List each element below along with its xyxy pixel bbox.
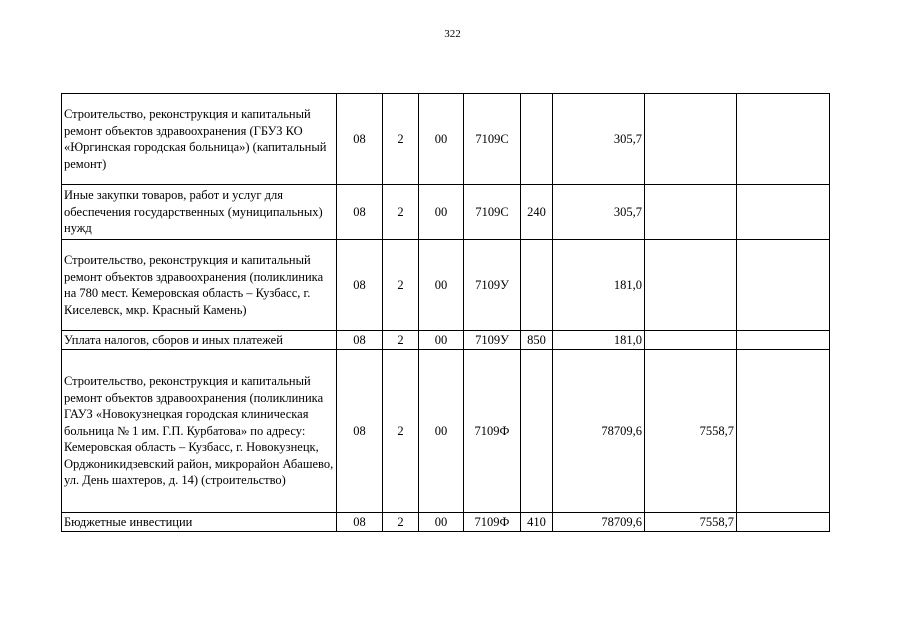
expense-type xyxy=(521,94,553,185)
amount-3 xyxy=(737,331,830,350)
budget-table xyxy=(61,93,830,532)
table-row xyxy=(62,94,830,185)
subsection-code: 2 xyxy=(383,331,419,350)
subsection-code: 2 xyxy=(383,513,419,532)
target-article-part1: 00 xyxy=(419,513,464,532)
row-name: Иные закупки товаров, работ и услуг для обеспечения государственных (муниципальных) нужд xyxy=(62,185,337,240)
amount-3 xyxy=(737,513,830,532)
table-row xyxy=(62,240,830,331)
table-row xyxy=(62,350,830,513)
target-article-part2: 7109С xyxy=(464,185,521,240)
row-name: Строительство, реконструкция и капитальный ремонт объектов здравоохранения (поликлиника на 780 мест. Кемеровская область – Кузбасс, г. Киселевск, мкр. Красный Камень) xyxy=(62,240,337,331)
row-name: Строительство, реконструкция и капитальный ремонт объектов здравоохранения (ГБУЗ КО «Юргинская городская больница») (капитальный ремонт) xyxy=(62,94,337,185)
table-row xyxy=(62,331,830,350)
row-name: Бюджетные инвестиции xyxy=(62,513,337,532)
amount-3 xyxy=(737,350,830,513)
amount-1: 181,0 xyxy=(553,331,645,350)
section-code: 08 xyxy=(337,350,383,513)
target-article-part2: 7109С xyxy=(464,94,521,185)
target-article-part1: 00 xyxy=(419,94,464,185)
table-row xyxy=(62,185,830,240)
section-code: 08 xyxy=(337,331,383,350)
amount-3 xyxy=(737,94,830,185)
amount-2: 7558,7 xyxy=(645,513,737,532)
amount-1: 78709,6 xyxy=(553,513,645,532)
amount-2: 7558,7 xyxy=(645,350,737,513)
table-row xyxy=(62,513,830,532)
subsection-code: 2 xyxy=(383,94,419,185)
subsection-code: 2 xyxy=(383,240,419,331)
target-article-part2: 7109Ф xyxy=(464,513,521,532)
amount-3 xyxy=(737,185,830,240)
amount-1: 305,7 xyxy=(553,94,645,185)
target-article-part1: 00 xyxy=(419,240,464,331)
section-code: 08 xyxy=(337,240,383,331)
target-article-part1: 00 xyxy=(419,331,464,350)
section-code: 08 xyxy=(337,185,383,240)
expense-type xyxy=(521,350,553,513)
target-article-part2: 7109У xyxy=(464,331,521,350)
expense-type: 240 xyxy=(521,185,553,240)
amount-2 xyxy=(645,185,737,240)
section-code: 08 xyxy=(337,94,383,185)
target-article-part2: 7109Ф xyxy=(464,350,521,513)
page-number: 322 xyxy=(444,28,461,40)
amount-1: 78709,6 xyxy=(553,350,645,513)
target-article-part1: 00 xyxy=(419,185,464,240)
expense-type: 410 xyxy=(521,513,553,532)
amount-1: 181,0 xyxy=(553,240,645,331)
amount-2 xyxy=(645,331,737,350)
section-code: 08 xyxy=(337,513,383,532)
amount-1: 305,7 xyxy=(553,185,645,240)
target-article-part1: 00 xyxy=(419,350,464,513)
subsection-code: 2 xyxy=(383,185,419,240)
amount-2 xyxy=(645,240,737,331)
row-name: Уплата налогов, сборов и иных платежей xyxy=(62,331,337,350)
amount-3 xyxy=(737,240,830,331)
amount-2 xyxy=(645,94,737,185)
subsection-code: 2 xyxy=(383,350,419,513)
expense-type xyxy=(521,240,553,331)
expense-type: 850 xyxy=(521,331,553,350)
target-article-part2: 7109У xyxy=(464,240,521,331)
row-name: Строительство, реконструкция и капитальный ремонт объектов здравоохранения (поликлиника ГАУЗ «Новокузнецкая городская клиническая больница № 1 им. Г.П. Курбатова» по адресу: Кемеровская область – Кузбасс, г. Новокузнецк, Орджоникидзевский район, микрорайон Абашево, ул. День шахтеров, д. 14) (строительство) xyxy=(62,350,337,513)
